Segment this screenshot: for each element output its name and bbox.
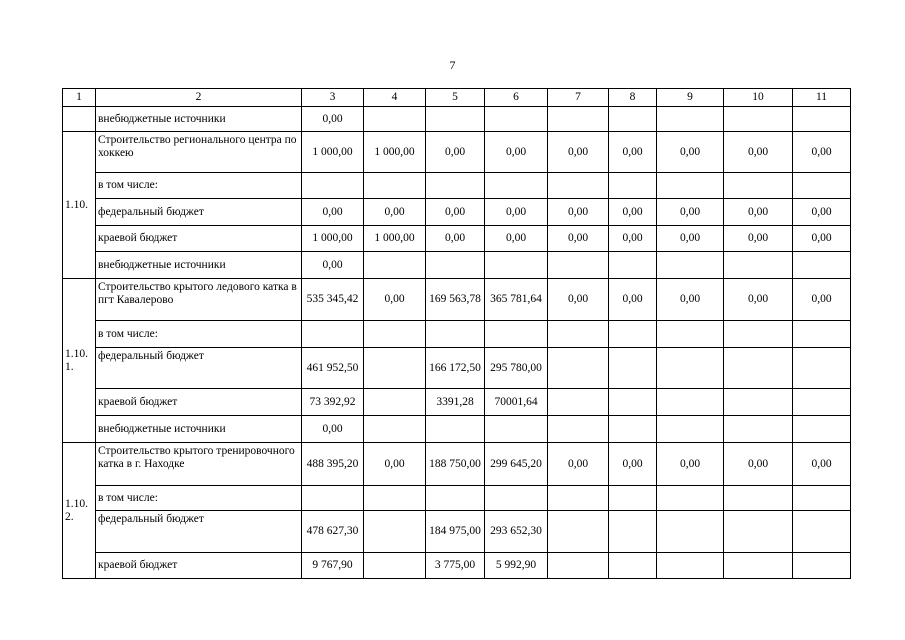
row-number: 1.10. — [63, 132, 96, 279]
value-cell — [426, 107, 485, 132]
value-cell — [548, 553, 609, 579]
value-cell: 0,00 — [793, 132, 851, 173]
value-cell: 5 992,90 — [485, 553, 548, 579]
value-cell: 73 392,92 — [302, 389, 364, 416]
value-cell: 1 000,00 — [364, 226, 426, 252]
row-label: в том числе: — [96, 321, 302, 348]
value-cell: 3 775,00 — [426, 553, 485, 579]
row-label: федеральный бюджет — [96, 511, 302, 553]
row-label: внебюджетные источники — [96, 416, 302, 443]
value-cell — [793, 486, 851, 511]
value-cell — [609, 252, 657, 279]
value-cell — [302, 486, 364, 511]
table-row — [63, 132, 851, 173]
column-header: 1 — [63, 89, 96, 107]
row-label: Строительство крытого тренировочного катка в г. Находке — [96, 443, 302, 486]
value-cell — [364, 416, 426, 443]
value-cell: 184 975,00 — [426, 511, 485, 553]
value-cell: 0,00 — [485, 199, 548, 226]
value-cell: 0,00 — [548, 279, 609, 321]
value-cell: 1 000,00 — [302, 226, 364, 252]
value-cell — [609, 107, 657, 132]
value-cell — [426, 486, 485, 511]
value-cell — [364, 321, 426, 348]
value-cell — [793, 511, 851, 553]
value-cell — [426, 173, 485, 199]
value-cell — [793, 252, 851, 279]
value-cell — [485, 486, 548, 511]
row-label: краевой бюджет — [96, 389, 302, 416]
value-cell: 0,00 — [657, 279, 724, 321]
value-cell: 70001,64 — [485, 389, 548, 416]
value-cell — [364, 173, 426, 199]
value-cell: 299 645,20 — [485, 443, 548, 486]
column-header: 5 — [426, 89, 485, 107]
row-label: в том числе: — [96, 173, 302, 199]
column-header: 3 — [302, 89, 364, 107]
value-cell — [364, 553, 426, 579]
column-header: 11 — [793, 89, 851, 107]
value-cell — [657, 511, 724, 553]
value-cell — [426, 321, 485, 348]
value-cell: 295 780,00 — [485, 348, 548, 389]
row-label: внебюджетные источники — [96, 252, 302, 279]
value-cell: 0,00 — [793, 443, 851, 486]
value-cell: 0,00 — [793, 279, 851, 321]
value-cell: 0,00 — [609, 199, 657, 226]
value-cell: 0,00 — [793, 226, 851, 252]
column-header: 4 — [364, 89, 426, 107]
row-label: Строительство крытого ледового катка в пгт Кавалерово — [96, 279, 302, 321]
value-cell: 166 172,50 — [426, 348, 485, 389]
value-cell: 0,00 — [485, 226, 548, 252]
value-cell — [548, 486, 609, 511]
column-header: 8 — [609, 89, 657, 107]
page-number: 7 — [449, 58, 456, 72]
value-cell — [364, 389, 426, 416]
value-cell — [724, 389, 793, 416]
value-cell — [609, 416, 657, 443]
table-row — [63, 443, 851, 486]
table-row — [63, 252, 851, 279]
table-row — [63, 107, 851, 132]
value-cell: 0,00 — [793, 199, 851, 226]
value-cell — [548, 252, 609, 279]
table-row — [63, 199, 851, 226]
value-cell — [609, 553, 657, 579]
value-cell — [302, 321, 364, 348]
value-cell: 0,00 — [302, 199, 364, 226]
row-number: 1.10. 2. — [63, 443, 96, 579]
value-cell — [657, 553, 724, 579]
value-cell: 0,00 — [724, 443, 793, 486]
value-cell — [793, 416, 851, 443]
value-cell — [793, 348, 851, 389]
value-cell — [485, 107, 548, 132]
value-cell: 0,00 — [724, 279, 793, 321]
value-cell — [724, 107, 793, 132]
value-cell — [724, 486, 793, 511]
table-row — [63, 389, 851, 416]
value-cell — [657, 389, 724, 416]
value-cell — [364, 348, 426, 389]
value-cell — [364, 486, 426, 511]
value-cell — [548, 511, 609, 553]
value-cell — [657, 252, 724, 279]
value-cell — [657, 416, 724, 443]
value-cell: 478 627,30 — [302, 511, 364, 553]
table-row — [63, 416, 851, 443]
value-cell — [609, 348, 657, 389]
value-cell — [793, 389, 851, 416]
table-row — [63, 279, 851, 321]
value-cell: 0,00 — [548, 226, 609, 252]
value-cell: 0,00 — [657, 443, 724, 486]
value-cell: 9 767,90 — [302, 553, 364, 579]
value-cell: 0,00 — [724, 132, 793, 173]
table-row — [63, 486, 851, 511]
value-cell — [724, 173, 793, 199]
value-cell: 0,00 — [548, 132, 609, 173]
value-cell — [364, 511, 426, 553]
value-cell: 0,00 — [724, 199, 793, 226]
row-number: 1.10. 1. — [63, 279, 96, 443]
column-header: 7 — [548, 89, 609, 107]
value-cell: 0,00 — [548, 199, 609, 226]
value-cell: 0,00 — [724, 226, 793, 252]
value-cell — [724, 511, 793, 553]
value-cell — [426, 416, 485, 443]
value-cell — [485, 416, 548, 443]
row-label: Строительство регионального центра по хоккею — [96, 132, 302, 173]
value-cell — [724, 348, 793, 389]
value-cell: 0,00 — [426, 132, 485, 173]
value-cell — [548, 107, 609, 132]
value-cell: 0,00 — [485, 132, 548, 173]
value-cell: 0,00 — [364, 443, 426, 486]
value-cell — [657, 321, 724, 348]
value-cell: 0,00 — [657, 199, 724, 226]
value-cell: 488 395,20 — [302, 443, 364, 486]
value-cell — [793, 173, 851, 199]
value-cell — [657, 107, 724, 132]
value-cell: 535 345,42 — [302, 279, 364, 321]
value-cell — [657, 348, 724, 389]
header-row — [63, 89, 851, 107]
value-cell — [364, 252, 426, 279]
value-cell — [724, 553, 793, 579]
value-cell: 0,00 — [609, 279, 657, 321]
value-cell — [609, 389, 657, 416]
value-cell — [302, 173, 364, 199]
value-cell — [609, 173, 657, 199]
value-cell: 0,00 — [364, 199, 426, 226]
value-cell: 0,00 — [302, 252, 364, 279]
value-cell: 0,00 — [548, 443, 609, 486]
value-cell — [793, 107, 851, 132]
value-cell: 0,00 — [609, 226, 657, 252]
column-header: 9 — [657, 89, 724, 107]
value-cell — [609, 511, 657, 553]
value-cell: 0,00 — [609, 443, 657, 486]
column-header: 10 — [724, 89, 793, 107]
value-cell: 0,00 — [302, 107, 364, 132]
value-cell — [426, 252, 485, 279]
value-cell — [364, 107, 426, 132]
value-cell — [657, 173, 724, 199]
value-cell — [724, 416, 793, 443]
table-row — [63, 553, 851, 579]
budget-table — [62, 88, 851, 579]
table-row — [63, 226, 851, 252]
value-cell — [548, 321, 609, 348]
value-cell — [724, 321, 793, 348]
value-cell: 365 781,64 — [485, 279, 548, 321]
value-cell — [793, 321, 851, 348]
table-row — [63, 348, 851, 389]
value-cell: 1 000,00 — [302, 132, 364, 173]
value-cell: 0,00 — [302, 416, 364, 443]
value-cell — [724, 252, 793, 279]
value-cell: 0,00 — [657, 132, 724, 173]
column-header: 2 — [96, 89, 302, 107]
value-cell: 169 563,78 — [426, 279, 485, 321]
value-cell: 293 652,30 — [485, 511, 548, 553]
value-cell — [548, 389, 609, 416]
value-cell: 461 952,50 — [302, 348, 364, 389]
value-cell — [793, 553, 851, 579]
row-label: внебюджетные источники — [96, 107, 302, 132]
table-row — [63, 173, 851, 199]
row-label: краевой бюджет — [96, 226, 302, 252]
row-label: федеральный бюджет — [96, 348, 302, 389]
value-cell: 0,00 — [609, 132, 657, 173]
value-cell — [657, 486, 724, 511]
value-cell — [548, 173, 609, 199]
value-cell: 3391,28 — [426, 389, 485, 416]
value-cell: 0,00 — [657, 226, 724, 252]
value-cell: 0,00 — [426, 226, 485, 252]
row-label: в том числе: — [96, 486, 302, 511]
value-cell: 188 750,00 — [426, 443, 485, 486]
column-header: 6 — [485, 89, 548, 107]
value-cell — [485, 252, 548, 279]
value-cell — [548, 416, 609, 443]
row-label: федеральный бюджет — [96, 199, 302, 226]
value-cell: 0,00 — [364, 279, 426, 321]
value-cell — [609, 486, 657, 511]
value-cell — [548, 348, 609, 389]
table-row — [63, 511, 851, 553]
value-cell: 0,00 — [426, 199, 485, 226]
value-cell — [609, 321, 657, 348]
value-cell — [485, 173, 548, 199]
row-label: краевой бюджет — [96, 553, 302, 579]
table-row — [63, 321, 851, 348]
value-cell: 1 000,00 — [364, 132, 426, 173]
row-number — [63, 107, 96, 132]
value-cell — [485, 321, 548, 348]
